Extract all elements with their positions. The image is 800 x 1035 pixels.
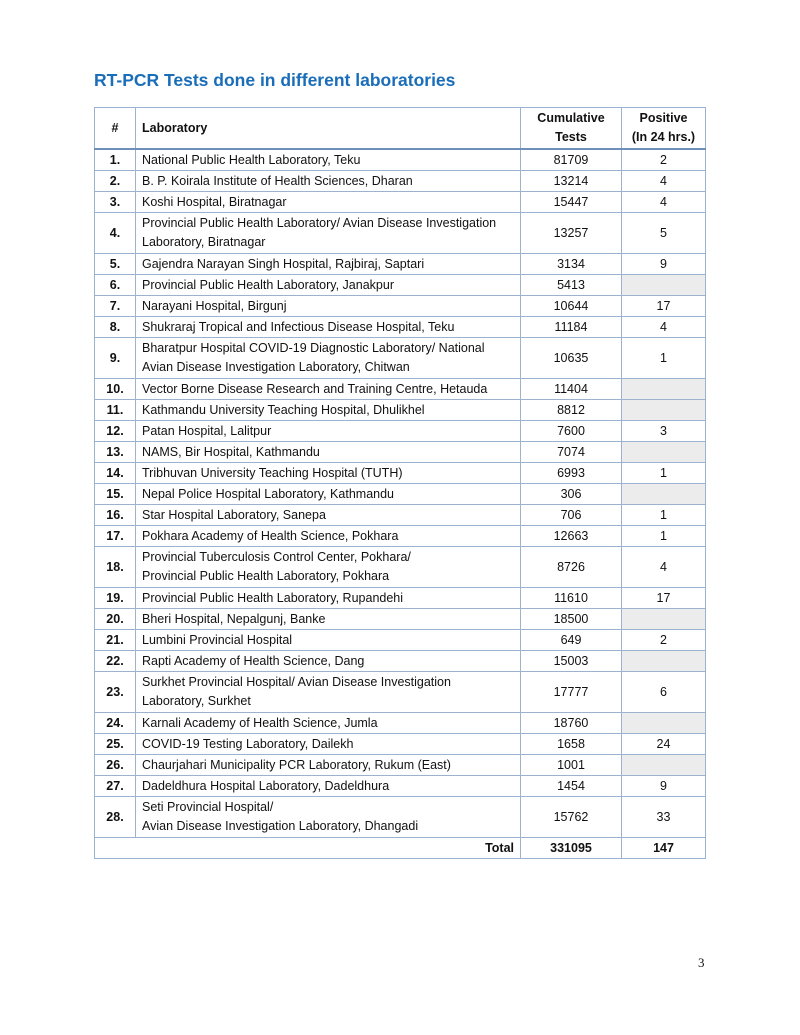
laboratory-name-line: Dadeldhura Hospital Laboratory, Dadeldhura (142, 778, 390, 793)
table-row (95, 755, 706, 776)
positive-24h: 3 (622, 421, 706, 442)
total-positive: 147 (622, 838, 706, 859)
table-row (95, 734, 706, 755)
laboratory-name-line: Pokhara Academy of Health Science, Pokhara (142, 528, 399, 543)
laboratory-name-line: B. P. Koirala Institute of Health Sciences, Dharan (142, 173, 413, 188)
table-row (95, 672, 706, 713)
laboratory-name (136, 338, 521, 379)
table-row (95, 379, 706, 400)
cumulative-tests: 13214 (521, 171, 622, 192)
row-number: 20. (95, 609, 136, 630)
table-row (95, 484, 706, 505)
laboratory-name-line: NAMS, Bir Hospital, Kathmandu (142, 444, 320, 459)
cumulative-tests: 706 (521, 505, 622, 526)
row-number: 17. (95, 526, 136, 547)
laboratory-name (136, 588, 521, 609)
table-row (95, 651, 706, 672)
table-row (95, 421, 706, 442)
positive-24h: 1 (622, 505, 706, 526)
laboratory-name (136, 609, 521, 630)
laboratory-name-line: Laboratory, Surkhet (142, 694, 251, 708)
cumulative-tests: 7074 (521, 442, 622, 463)
positive-24h: 4 (622, 547, 706, 588)
laboratory-name (136, 275, 521, 296)
cumulative-tests: 13257 (521, 213, 622, 254)
positive-24h: 6 (622, 672, 706, 713)
laboratory-name (136, 171, 521, 192)
table-row (95, 275, 706, 296)
laboratory-name-line: Avian Disease Investigation Laboratory, Dhangadi (142, 819, 419, 833)
cumulative-tests: 1658 (521, 734, 622, 755)
total-row (95, 838, 706, 859)
positive-24h (622, 379, 706, 400)
positive-24h: 17 (622, 588, 706, 609)
header-positive-line2: (In 24 hrs.) (631, 130, 696, 144)
row-number: 2. (95, 171, 136, 192)
positive-24h: 2 (622, 630, 706, 651)
cumulative-tests: 18760 (521, 713, 622, 734)
cumulative-tests: 306 (521, 484, 622, 505)
table-row (95, 400, 706, 421)
row-number: 12. (95, 421, 136, 442)
total-tests: 331095 (521, 838, 622, 859)
table-row (95, 317, 706, 338)
positive-24h (622, 484, 706, 505)
laboratory-name-line: Shukraraj Tropical and Infectious Disease Hospital, Teku (142, 319, 455, 334)
row-number: 14. (95, 463, 136, 484)
laboratory-name-line: Star Hospital Laboratory, Sanepa (142, 507, 326, 522)
row-number: 6. (95, 275, 136, 296)
header-tests-line2: Tests (555, 130, 587, 144)
laboratory-name (136, 484, 521, 505)
laboratory-name-line: Gajendra Narayan Singh Hospital, Rajbiraj, Saptari (142, 256, 425, 271)
cumulative-tests: 1001 (521, 755, 622, 776)
table-row (95, 192, 706, 213)
positive-24h: 17 (622, 296, 706, 317)
cumulative-tests: 12663 (521, 526, 622, 547)
cumulative-tests: 81709 (521, 149, 622, 171)
positive-24h (622, 609, 706, 630)
header-number: # (95, 108, 136, 150)
table-header-row (95, 108, 706, 150)
laboratory-name (136, 149, 521, 171)
laboratory-name (136, 672, 521, 713)
table-body (95, 149, 706, 838)
laboratory-name-line: Karnali Academy of Health Science, Jumla (142, 715, 378, 730)
table-row (95, 547, 706, 588)
row-number: 15. (95, 484, 136, 505)
positive-24h: 1 (622, 463, 706, 484)
laboratory-name (136, 630, 521, 651)
table-row (95, 213, 706, 254)
laboratory-name-line: Surkhet Provincial Hospital/ Avian Disease Investigation (142, 675, 451, 689)
lab-tests-table (94, 107, 706, 859)
laboratory-name (136, 797, 521, 838)
cumulative-tests: 1454 (521, 776, 622, 797)
row-number: 25. (95, 734, 136, 755)
row-number: 13. (95, 442, 136, 463)
row-number: 9. (95, 338, 136, 379)
cumulative-tests: 11184 (521, 317, 622, 338)
table-row (95, 588, 706, 609)
laboratory-name (136, 400, 521, 421)
positive-24h (622, 651, 706, 672)
table-row (95, 609, 706, 630)
row-number: 28. (95, 797, 136, 838)
cumulative-tests: 15762 (521, 797, 622, 838)
positive-24h: 4 (622, 171, 706, 192)
cumulative-tests: 5413 (521, 275, 622, 296)
laboratory-name-line: Bheri Hospital, Nepalgunj, Banke (142, 611, 326, 626)
laboratory-name-line: Seti Provincial Hospital/ (142, 800, 274, 814)
positive-24h: 24 (622, 734, 706, 755)
positive-24h: 5 (622, 213, 706, 254)
page-title: RT-PCR Tests done in different laboratories (94, 70, 456, 90)
header-positive (622, 108, 706, 150)
laboratory-name-line: Bharatpur Hospital COVID-19 Diagnostic Laboratory/ National (142, 341, 485, 355)
table-row (95, 463, 706, 484)
laboratory-name-line: Laboratory, Biratnagar (142, 235, 266, 249)
positive-24h (622, 275, 706, 296)
laboratory-name-line: COVID-19 Testing Laboratory, Dailekh (142, 736, 354, 751)
cumulative-tests: 8726 (521, 547, 622, 588)
header-laboratory: Laboratory (136, 108, 521, 150)
laboratory-name (136, 734, 521, 755)
cumulative-tests: 11610 (521, 588, 622, 609)
positive-24h: 1 (622, 338, 706, 379)
table-row (95, 630, 706, 651)
laboratory-name-line: Provincial Public Health Laboratory, Pokhara (142, 569, 390, 583)
cumulative-tests: 10644 (521, 296, 622, 317)
table-row (95, 797, 706, 838)
row-number: 21. (95, 630, 136, 651)
cumulative-tests: 3134 (521, 254, 622, 275)
row-number: 24. (95, 713, 136, 734)
table-row (95, 713, 706, 734)
laboratory-name (136, 547, 521, 588)
laboratory-name-line: Narayani Hospital, Birgunj (142, 298, 287, 313)
laboratory-name (136, 421, 521, 442)
positive-24h: 33 (622, 797, 706, 838)
row-number: 5. (95, 254, 136, 275)
table-row (95, 526, 706, 547)
laboratory-name-line: Rapti Academy of Health Science, Dang (142, 653, 365, 668)
cumulative-tests: 17777 (521, 672, 622, 713)
cumulative-tests: 649 (521, 630, 622, 651)
laboratory-name-line: Nepal Police Hospital Laboratory, Kathmandu (142, 486, 394, 501)
laboratory-name-line: National Public Health Laboratory, Teku (142, 152, 361, 167)
laboratory-name (136, 192, 521, 213)
table-row (95, 149, 706, 171)
laboratory-name-line: Avian Disease Investigation Laboratory, Chitwan (142, 360, 410, 374)
positive-24h: 4 (622, 317, 706, 338)
table-row (95, 442, 706, 463)
laboratory-name (136, 317, 521, 338)
laboratory-name-line: Provincial Public Health Laboratory, Rupandehi (142, 590, 404, 605)
table-row (95, 296, 706, 317)
positive-24h: 4 (622, 192, 706, 213)
cumulative-tests: 11404 (521, 379, 622, 400)
laboratory-name-line: Provincial Public Health Laboratory/ Avian Disease Investigation (142, 216, 497, 230)
page-number: 3 (698, 955, 705, 970)
laboratory-name (136, 379, 521, 400)
row-number: 22. (95, 651, 136, 672)
table-row (95, 254, 706, 275)
laboratory-name (136, 505, 521, 526)
total-label: Total (95, 838, 521, 859)
table-row (95, 505, 706, 526)
cumulative-tests: 18500 (521, 609, 622, 630)
row-number: 4. (95, 213, 136, 254)
positive-24h: 1 (622, 526, 706, 547)
positive-24h: 9 (622, 254, 706, 275)
positive-24h (622, 442, 706, 463)
laboratory-name-line: Chaurjahari Municipality PCR Laboratory, Rukum (East) (142, 757, 451, 772)
row-number: 3. (95, 192, 136, 213)
cumulative-tests: 7600 (521, 421, 622, 442)
row-number: 11. (95, 400, 136, 421)
header-cumulative-tests (521, 108, 622, 150)
laboratory-name-line: Provincial Tuberculosis Control Center, Pokhara/ (142, 550, 411, 564)
laboratory-name (136, 713, 521, 734)
laboratory-name-line: Tribhuvan University Teaching Hospital (TUTH) (142, 465, 403, 480)
laboratory-name (136, 776, 521, 797)
laboratory-name (136, 755, 521, 776)
row-number: 18. (95, 547, 136, 588)
positive-24h (622, 400, 706, 421)
laboratory-name-line: Lumbini Provincial Hospital (142, 632, 293, 647)
header-tests-line1: Cumulative (537, 111, 605, 125)
positive-24h: 9 (622, 776, 706, 797)
cumulative-tests: 8812 (521, 400, 622, 421)
laboratory-name (136, 526, 521, 547)
cumulative-tests: 15003 (521, 651, 622, 672)
row-number: 23. (95, 672, 136, 713)
table-row (95, 776, 706, 797)
laboratory-name-line: Koshi Hospital, Biratnagar (142, 194, 287, 209)
cumulative-tests: 10635 (521, 338, 622, 379)
table-row (95, 171, 706, 192)
laboratory-name (136, 213, 521, 254)
row-number: 19. (95, 588, 136, 609)
header-positive-line1: Positive (639, 111, 688, 125)
row-number: 10. (95, 379, 136, 400)
row-number: 1. (95, 149, 136, 171)
cumulative-tests: 15447 (521, 192, 622, 213)
laboratory-name (136, 651, 521, 672)
row-number: 27. (95, 776, 136, 797)
laboratory-name-line: Kathmandu University Teaching Hospital, Dhulikhel (142, 402, 425, 417)
row-number: 16. (95, 505, 136, 526)
row-number: 7. (95, 296, 136, 317)
laboratory-name (136, 296, 521, 317)
table-row (95, 338, 706, 379)
positive-24h (622, 713, 706, 734)
row-number: 26. (95, 755, 136, 776)
laboratory-name (136, 463, 521, 484)
cumulative-tests: 6993 (521, 463, 622, 484)
laboratory-name-line: Provincial Public Health Laboratory, Janakpur (142, 277, 394, 292)
positive-24h: 2 (622, 149, 706, 171)
laboratory-name (136, 254, 521, 275)
laboratory-name-line: Patan Hospital, Lalitpur (142, 423, 272, 438)
laboratory-name (136, 442, 521, 463)
positive-24h (622, 755, 706, 776)
laboratory-name-line: Vector Borne Disease Research and Training Centre, Hetauda (142, 381, 488, 396)
row-number: 8. (95, 317, 136, 338)
